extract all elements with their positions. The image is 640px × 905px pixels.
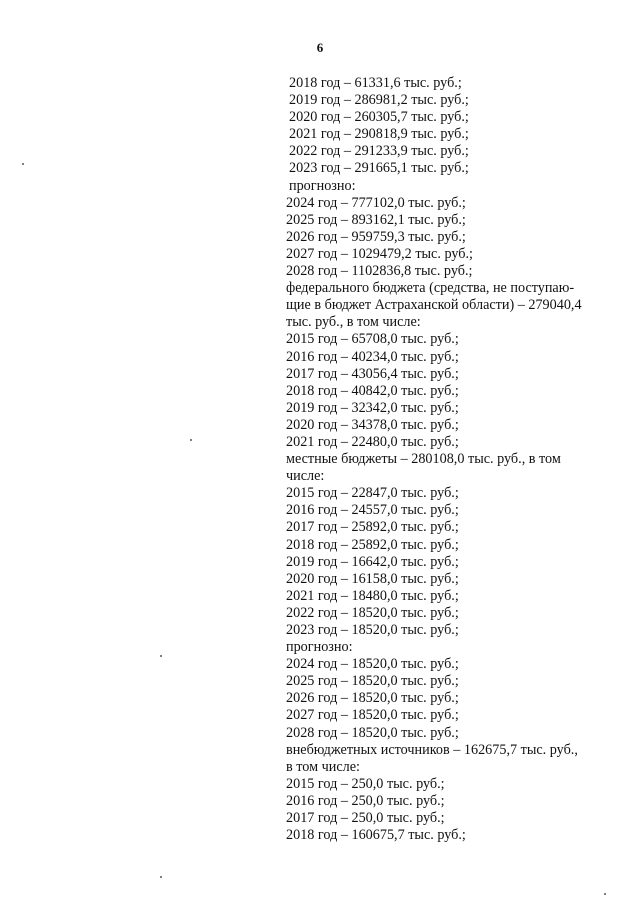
text-line: 2028 год – 1102836,8 тыс. руб.; xyxy=(286,263,473,280)
text-line: 2017 год – 43056,4 тыс. руб.; xyxy=(286,365,459,382)
text-line: 2021 год – 18480,0 тыс. руб.; xyxy=(286,587,459,604)
text-line: 2027 год – 18520,0 тыс. руб.; xyxy=(286,707,459,724)
text-line: 2027 год – 1029479,2 тыс. руб.; xyxy=(286,245,473,262)
text-line: 2015 год – 65708,0 тыс. руб.; xyxy=(286,331,459,348)
text-line: числе: xyxy=(286,468,325,485)
text-line: 2015 год – 22847,0 тыс. руб.; xyxy=(286,485,459,502)
text-line: 2015 год – 250,0 тыс. руб.; xyxy=(286,775,445,792)
text-line: 2020 год – 260305,7 тыс. руб.; xyxy=(289,109,469,126)
text-line: 2016 год – 24557,0 тыс. руб.; xyxy=(286,502,459,519)
text-line: 2018 год – 40842,0 тыс. руб.; xyxy=(286,382,459,399)
text-line: 2021 год – 290818,9 тыс. руб.; xyxy=(289,126,469,143)
text-line: 2017 год – 250,0 тыс. руб.; xyxy=(286,810,445,827)
text-line: 2020 год – 34378,0 тыс. руб.; xyxy=(286,416,459,433)
text-line: 2025 год – 893162,1 тыс. руб.; xyxy=(286,211,466,228)
text-line: 2022 год – 291233,9 тыс. руб.; xyxy=(289,143,469,160)
text-line: 2026 год – 18520,0 тыс. руб.; xyxy=(286,690,459,707)
text-line: 2018 год – 61331,6 тыс. руб.; xyxy=(289,75,462,91)
page-number: 6 xyxy=(316,40,324,55)
text-line: 2019 год – 286981,2 тыс. руб.; xyxy=(289,92,469,109)
text-line: 2018 год – 160675,7 тыс. руб.; xyxy=(286,827,466,844)
text-line: 2016 год – 40234,0 тыс. руб.; xyxy=(286,348,459,365)
text-line: прогнозно: xyxy=(289,177,356,194)
text-line: прогнозно: xyxy=(286,639,353,656)
text-line: 2022 год – 18520,0 тыс. руб.; xyxy=(286,604,459,621)
text-line: 2018 год – 25892,0 тыс. руб.; xyxy=(286,536,459,553)
text-line: 2017 год – 25892,0 тыс. руб.; xyxy=(286,519,459,536)
text-line: федерального бюджета (средства, не поступаю- xyxy=(286,280,575,297)
text-line: щие в бюджет Астраханской области) – 279040,4 xyxy=(286,297,582,314)
scan-speck xyxy=(604,893,606,895)
text-line: 2025 год – 18520,0 тыс. руб.; xyxy=(286,673,459,690)
text-line: в том числе: xyxy=(286,758,360,775)
text-line: 2020 год – 16158,0 тыс. руб.; xyxy=(286,570,459,587)
funding-text-block xyxy=(286,75,604,844)
text-line: 2023 год – 18520,0 тыс. руб.; xyxy=(286,622,459,638)
scan-speck xyxy=(160,876,162,878)
text-line: 2021 год – 22480,0 тыс. руб.; xyxy=(286,433,459,450)
scan-speck xyxy=(22,163,24,165)
text-line: внебюджетных источников – 162675,7 тыс. руб., xyxy=(286,741,578,758)
text-line: 2026 год – 959759,3 тыс. руб.; xyxy=(286,228,466,245)
text-line: 2016 год – 250,0 тыс. руб.; xyxy=(286,792,445,809)
text-line: 2019 год – 32342,0 тыс. руб.; xyxy=(286,399,459,416)
text-line: местные бюджеты – 280108,0 тыс. руб., в том xyxy=(286,451,561,468)
text-line: 2024 год – 18520,0 тыс. руб.; xyxy=(286,656,459,673)
scan-speck xyxy=(160,655,162,657)
text-line: 2023 год – 291665,1 тыс. руб.; xyxy=(289,160,469,177)
text-line: 2028 год – 18520,0 тыс. руб.; xyxy=(286,724,459,741)
text-line: 2019 год – 16642,0 тыс. руб.; xyxy=(286,553,459,570)
text-line: 2024 год – 777102,0 тыс. руб.; xyxy=(286,194,466,211)
scan-speck xyxy=(190,439,192,441)
text-line: тыс. руб., в том числе: xyxy=(286,314,421,331)
